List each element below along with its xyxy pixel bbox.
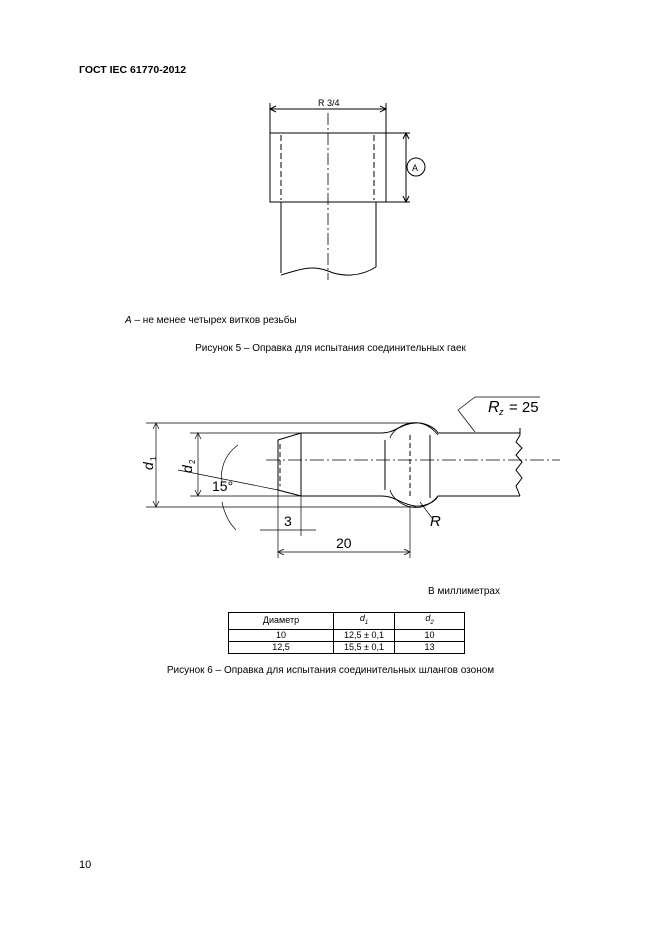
table-cell: 15,5 ± 0,1	[334, 641, 395, 653]
units-note: В миллиметрах	[428, 586, 500, 597]
rz-letter: R	[488, 399, 500, 416]
table-cell: 12,5 ± 0,1	[334, 629, 395, 641]
d2-sub: 2	[188, 459, 197, 464]
note-text: – не менее четырех витков резьбы	[134, 315, 297, 326]
page-number: 10	[79, 859, 92, 871]
table-header-row	[229, 613, 465, 630]
dim-r34-label: R 3/4	[318, 98, 340, 108]
callout-a-label: A	[412, 163, 419, 173]
angle-label: 15°	[212, 478, 234, 494]
table-row	[229, 629, 465, 641]
col-header-d1: $d_1$	[334, 613, 395, 630]
col-header-d2: $d_2$	[395, 613, 465, 630]
figure-5-drawing	[250, 95, 440, 285]
table-cell: 10	[229, 629, 334, 641]
dim-3-label: 3	[284, 513, 292, 529]
col-header-diameter: Диаметр	[229, 613, 334, 630]
note-letter: A	[125, 315, 132, 326]
d1-sub: 1	[149, 456, 158, 461]
document-header: ГОСТ IEC 61770-2012	[79, 64, 187, 76]
d1-letter: d	[140, 462, 156, 470]
rz-sub: z	[499, 407, 504, 417]
table-cell: 13	[395, 641, 465, 653]
dimensions-table	[228, 612, 465, 654]
table-cell: 12,5	[229, 641, 334, 653]
table-row	[229, 641, 465, 653]
figure-5-caption: Рисунок 5 – Оправка для испытания соединительных гаек	[195, 343, 466, 354]
radius-label: R	[430, 513, 441, 530]
figure-6-drawing	[120, 390, 570, 565]
table-cell: 10	[395, 629, 465, 641]
figure-5-note	[125, 315, 297, 326]
dim-20-label: 20	[336, 535, 352, 551]
figure-6-caption: Рисунок 6 – Оправка для испытания соединительных шлангов озоном	[166, 665, 495, 676]
rz-value: = 25	[509, 399, 539, 416]
d2-letter: d	[179, 465, 195, 473]
